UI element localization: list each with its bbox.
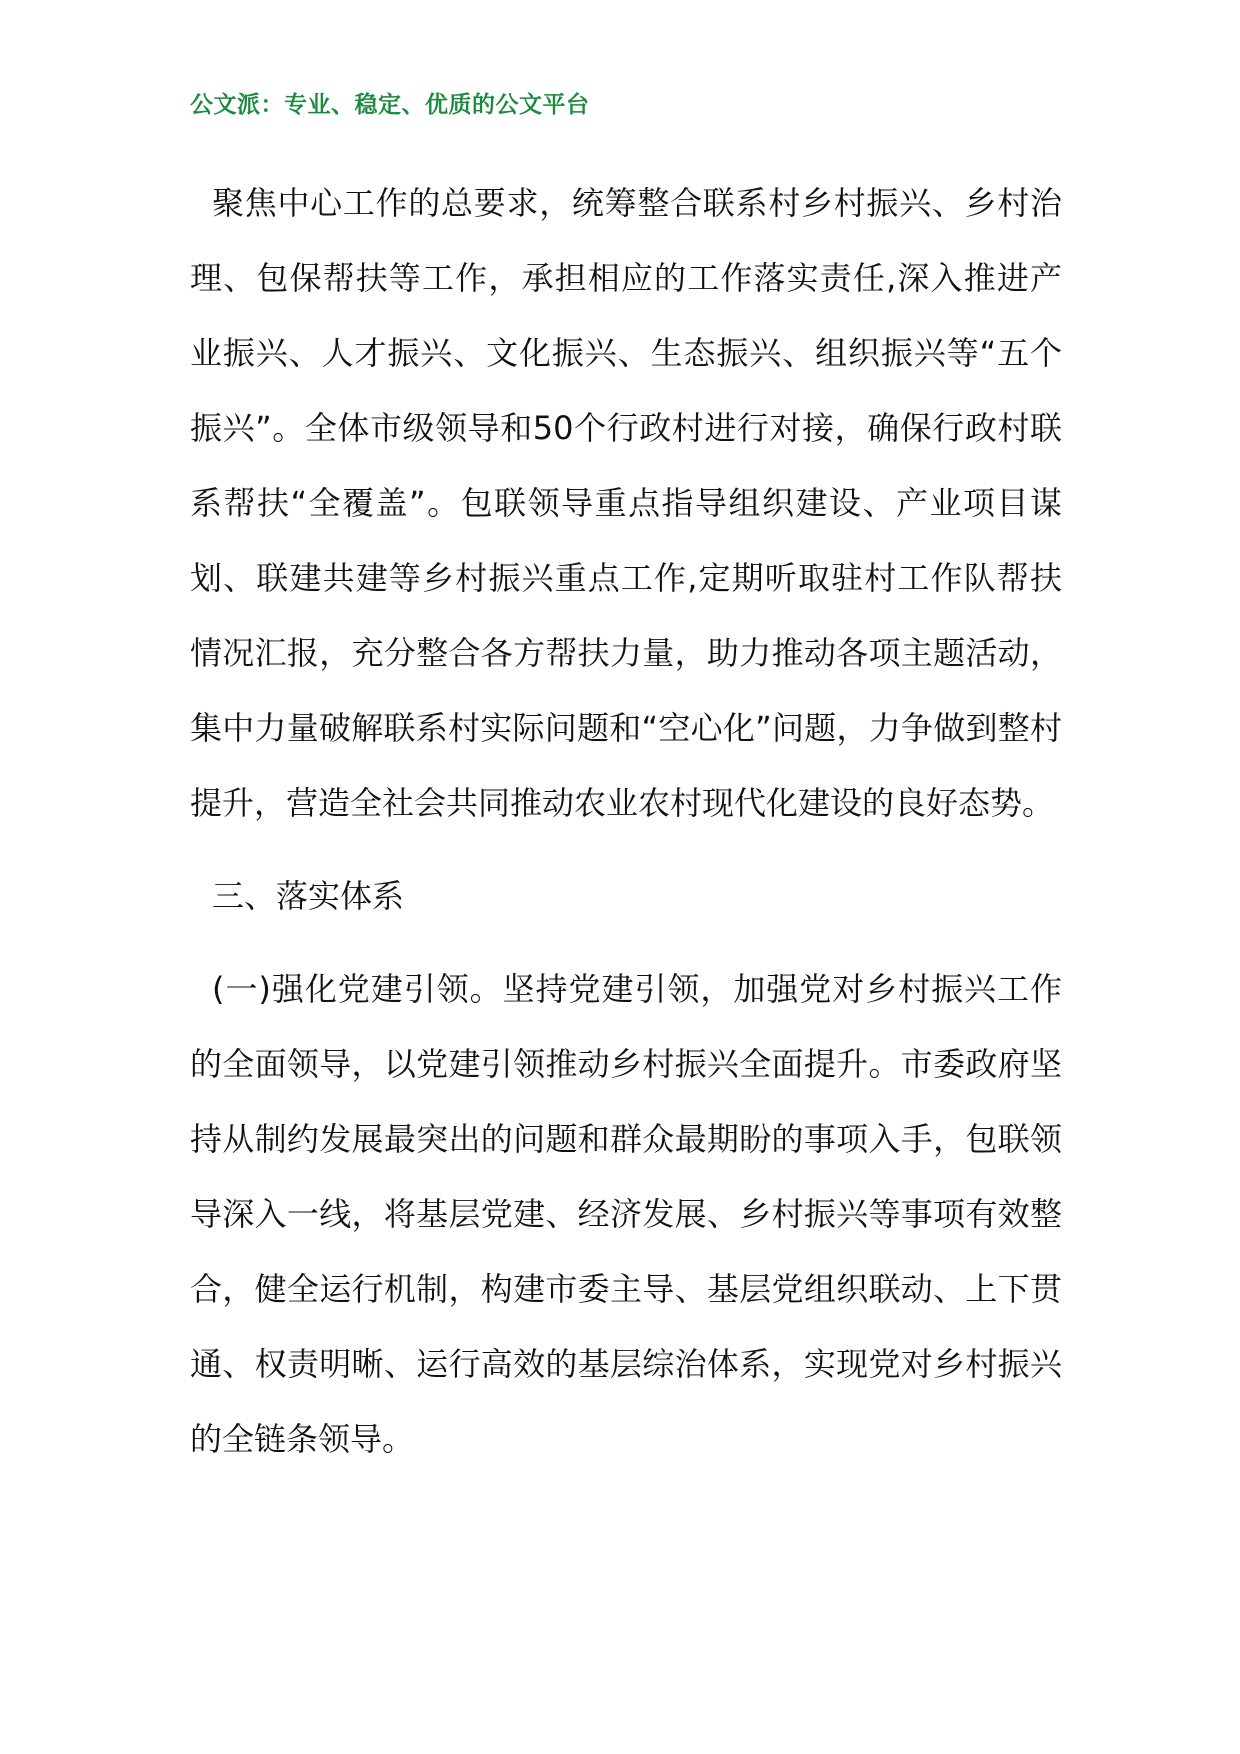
- section-heading: 三、落实体系: [212, 877, 405, 915]
- body-paragraph-2: (一)强化党建引领。坚持党建引领，加强党对乡村振兴工作的全面领导，以党建引领推动乡村振兴全面提升。市委政府坚持从制约发展最突出的问题和群众最期盼的事项入手，包联领导深入一线，将基层党建、经济发展、乡村振兴等事项有效整合，健全运行机制，构建市委主导、基层党组织联动、上下贯通、权责明晰、运行高效的基层综治体系，实现党对乡村振兴的全链条领导。: [190, 970, 1062, 1458]
- header-title: 公文派：专业、稳定、优质的公文平台: [190, 91, 590, 118]
- document-body: [190, 166, 1062, 1477]
- body-paragraph-1: 聚焦中心工作的总要求，统筹整合联系村乡村振兴、乡村治理、包保帮扶等工作，承担相应的工作落实责任,深入推进产业振兴、人才振兴、文化振兴、生态振兴、组织振兴等“五个振兴”。全体市级领导和50个行政村进行对接，确保行政村联系帮扶“全覆盖”。包联领导重点指导组织建设、产业项目谋划、联建共建等乡村振兴重点工作,定期听取驻村工作队帮扶情况汇报，充分整合各方帮扶力量，助力推动各项主题活动，集中力量破解联系村实际问题和“空心化”问题，力争做到整村提升，营造全社会共同推动农业农村现代化建设的良好态势。: [190, 184, 1062, 822]
